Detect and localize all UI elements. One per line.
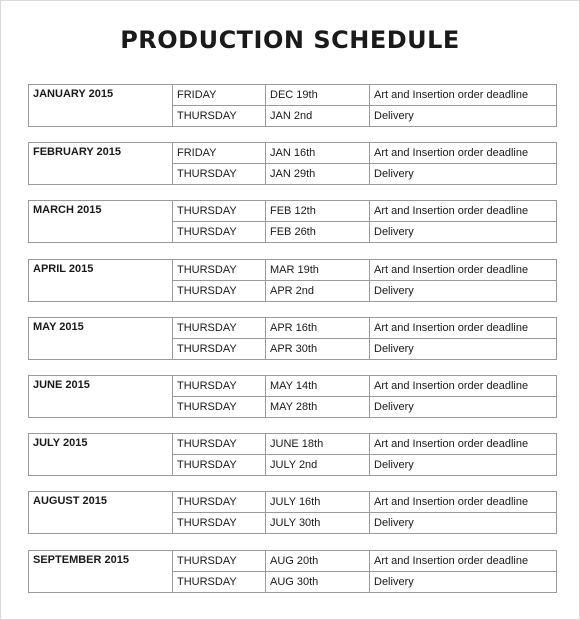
date-cell: FEB 26th xyxy=(266,222,370,243)
month-block xyxy=(28,317,556,359)
schedule-table xyxy=(28,259,557,302)
schedule-table xyxy=(28,84,557,127)
event-cell: Art and Insertion order deadline xyxy=(370,551,557,572)
event-cell: Delivery xyxy=(370,397,557,418)
date-cell: JAN 29th xyxy=(266,164,370,185)
day-cell: THURSDAY xyxy=(173,164,266,185)
date-cell: MAY 14th xyxy=(266,376,370,397)
event-cell: Art and Insertion order deadline xyxy=(370,201,557,222)
date-cell: JAN 2nd xyxy=(266,106,370,127)
table-row xyxy=(29,492,557,513)
event-cell: Art and Insertion order deadline xyxy=(370,434,557,455)
month-label: JANUARY 2015 xyxy=(29,85,173,127)
month-block xyxy=(28,433,556,475)
date-cell: JULY 16th xyxy=(266,492,370,513)
month-label: MARCH 2015 xyxy=(29,201,173,243)
month-block xyxy=(28,491,556,533)
event-cell: Art and Insertion order deadline xyxy=(370,376,557,397)
day-cell: THURSDAY xyxy=(173,281,266,302)
month-label: APRIL 2015 xyxy=(29,260,173,302)
date-cell: MAR 19th xyxy=(266,260,370,281)
table-row xyxy=(29,85,557,106)
schedule-table xyxy=(28,317,557,360)
schedule-table xyxy=(28,375,557,418)
table-row xyxy=(29,318,557,339)
date-cell: APR 2nd xyxy=(266,281,370,302)
month-block xyxy=(28,84,556,126)
date-cell: AUG 20th xyxy=(266,551,370,572)
month-label: SEPTEMBER 2015 xyxy=(29,551,173,593)
month-block xyxy=(28,142,556,184)
month-block xyxy=(28,200,556,242)
day-cell: THURSDAY xyxy=(173,106,266,127)
event-cell: Delivery xyxy=(370,455,557,476)
date-cell: MAY 28th xyxy=(266,397,370,418)
event-cell: Delivery xyxy=(370,106,557,127)
month-label: MAY 2015 xyxy=(29,318,173,360)
table-row xyxy=(29,551,557,572)
day-cell: THURSDAY xyxy=(173,201,266,222)
table-row xyxy=(29,260,557,281)
event-cell: Delivery xyxy=(370,572,557,593)
day-cell: THURSDAY xyxy=(173,551,266,572)
schedule-table xyxy=(28,550,557,593)
date-cell: AUG 30th xyxy=(266,572,370,593)
date-cell: JULY 2nd xyxy=(266,455,370,476)
date-cell: JUNE 18th xyxy=(266,434,370,455)
day-cell: THURSDAY xyxy=(173,455,266,476)
event-cell: Art and Insertion order deadline xyxy=(370,492,557,513)
day-cell: FRIDAY xyxy=(173,143,266,164)
event-cell: Art and Insertion order deadline xyxy=(370,143,557,164)
page-title: PRODUCTION SCHEDULE xyxy=(120,26,460,54)
date-cell: JULY 30th xyxy=(266,513,370,534)
month-block xyxy=(28,375,556,417)
day-cell: THURSDAY xyxy=(173,434,266,455)
schedule-table xyxy=(28,491,557,534)
day-cell: THURSDAY xyxy=(173,572,266,593)
table-row xyxy=(29,376,557,397)
date-cell: APR 30th xyxy=(266,339,370,360)
event-cell: Art and Insertion order deadline xyxy=(370,260,557,281)
day-cell: THURSDAY xyxy=(173,222,266,243)
event-cell: Delivery xyxy=(370,281,557,302)
day-cell: THURSDAY xyxy=(173,260,266,281)
day-cell: THURSDAY xyxy=(173,339,266,360)
day-cell: THURSDAY xyxy=(173,397,266,418)
event-cell: Delivery xyxy=(370,164,557,185)
event-cell: Delivery xyxy=(370,339,557,360)
month-block xyxy=(28,550,556,592)
date-cell: FEB 12th xyxy=(266,201,370,222)
day-cell: THURSDAY xyxy=(173,492,266,513)
day-cell: THURSDAY xyxy=(173,513,266,534)
day-cell: THURSDAY xyxy=(173,376,266,397)
month-label: JUNE 2015 xyxy=(29,376,173,418)
table-row xyxy=(29,201,557,222)
date-cell: DEC 19th xyxy=(266,85,370,106)
month-label: JULY 2015 xyxy=(29,434,173,476)
day-cell: FRIDAY xyxy=(173,85,266,106)
event-cell: Delivery xyxy=(370,513,557,534)
table-row xyxy=(29,143,557,164)
schedule-table xyxy=(28,433,557,476)
schedule-table xyxy=(28,200,557,243)
date-cell: APR 16th xyxy=(266,318,370,339)
event-cell: Delivery xyxy=(370,222,557,243)
month-label: AUGUST 2015 xyxy=(29,492,173,534)
event-cell: Art and Insertion order deadline xyxy=(370,318,557,339)
month-block xyxy=(28,259,556,301)
day-cell: THURSDAY xyxy=(173,318,266,339)
schedule-table xyxy=(28,142,557,185)
month-label: FEBRUARY 2015 xyxy=(29,143,173,185)
table-row xyxy=(29,434,557,455)
date-cell: JAN 16th xyxy=(266,143,370,164)
event-cell: Art and Insertion order deadline xyxy=(370,85,557,106)
